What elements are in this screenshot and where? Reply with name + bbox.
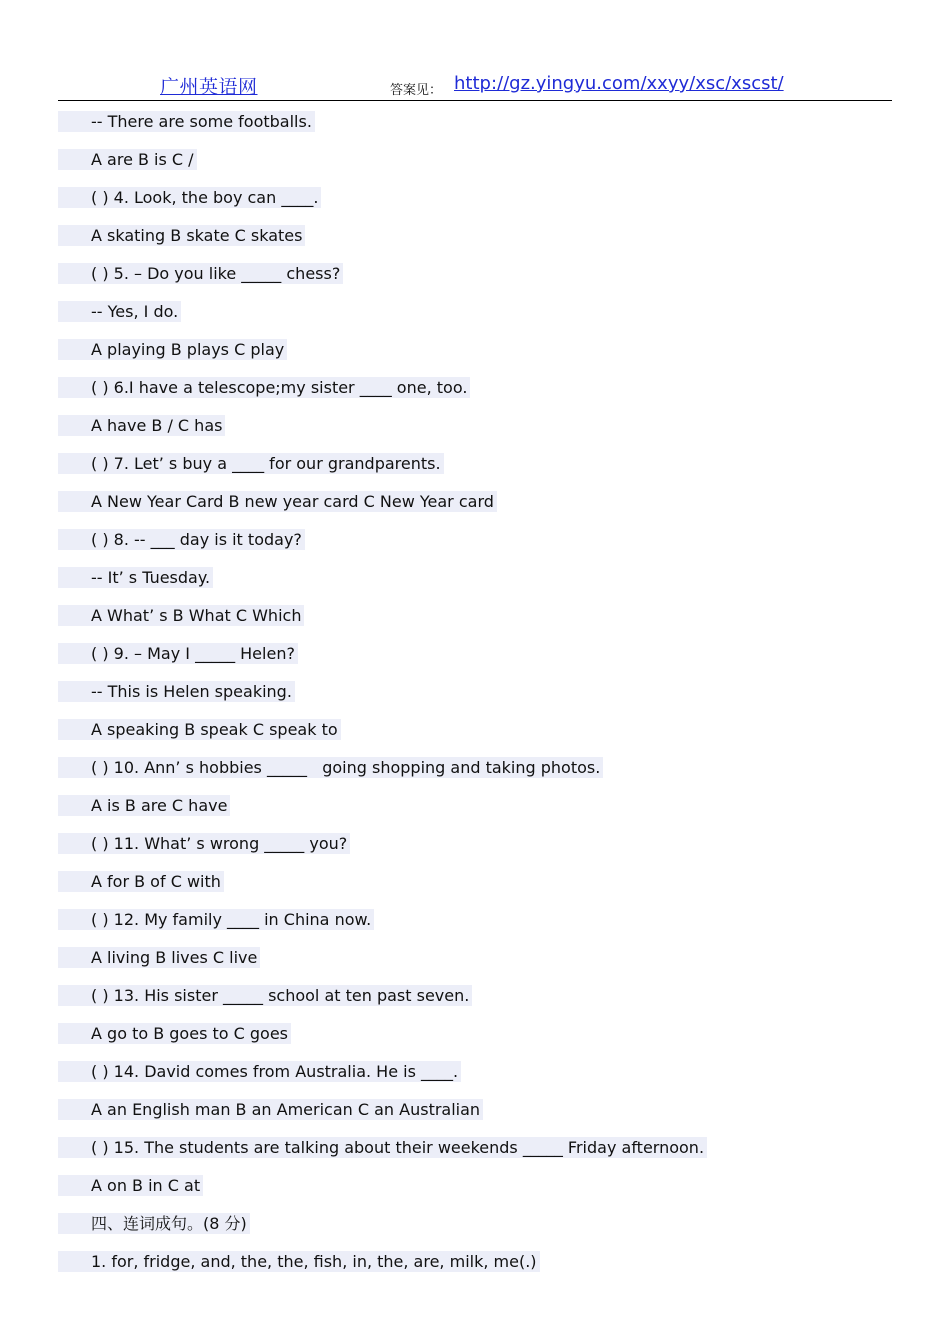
line-text: ( ) 9. – May I _____ Helen?: [91, 644, 295, 663]
line-text: 1. for, fridge, and, the, the, fish, in, the, are, milk, me(.): [91, 1252, 537, 1271]
line-text: A skating B skate C skates: [91, 226, 303, 245]
line-text: A New Year Card B new year card C New Year card: [91, 492, 494, 511]
line-text: ( ) 7. Let’ s buy a ____ for our grandparents.: [91, 454, 441, 473]
line-text: -- There are some footballs.: [91, 112, 312, 131]
line-text: ( ) 14. David comes from Australia. He is ____.: [91, 1062, 459, 1081]
line-text: ( ) 4. Look, the boy can ____.: [91, 188, 319, 207]
line-text: ( ) 13. His sister _____ school at ten past seven.: [91, 986, 470, 1005]
answer-label: 答案见：: [390, 83, 443, 98]
line-text: A an English man B an American C an Australian: [91, 1100, 481, 1119]
answer-url-link[interactable]: http://gz.yingyu.com/xxyy/xsc/xscst/: [454, 73, 784, 94]
line-text: ( ) 15. The students are talking about their weekends _____ Friday afternoon.: [91, 1138, 705, 1157]
site-name-link[interactable]: 广州英语网: [160, 76, 258, 98]
line-text: A playing B plays C play: [91, 340, 285, 359]
line-text: ( ) 5. – Do you like _____ chess?: [91, 264, 341, 283]
line-text: -- This is Helen speaking.: [91, 682, 292, 701]
line-text: A is B are C have: [91, 796, 228, 815]
line-text: A living B lives C live: [91, 948, 258, 967]
line-text: A What’ s B What C Which: [91, 606, 302, 625]
line-text: A are B is C /: [91, 150, 194, 169]
line-text: A speaking B speak C speak to: [91, 720, 338, 739]
line-text: -- Yes, I do.: [91, 302, 179, 321]
line-text: ( ) 8. -- ___ day is it today?: [91, 530, 302, 549]
page-header: [58, 68, 892, 101]
line-text: A on B in C at: [91, 1176, 201, 1195]
line-text: ( ) 10. Ann’ s hobbies _____ going shopping and taking photos.: [91, 758, 601, 777]
line-text: ( ) 12. My family ____ in China now.: [91, 910, 372, 929]
line-text: 四、连词成句。(8 分): [91, 1214, 247, 1233]
line-text: A go to B goes to C goes: [91, 1024, 289, 1043]
line-text: ( ) 6.I have a telescope;my sister ____ one, too.: [91, 378, 468, 397]
line-text: A have B / C has: [91, 416, 223, 435]
line-text: A for B of C with: [91, 872, 221, 891]
line-text: ( ) 11. What’ s wrong _____ you?: [91, 834, 348, 853]
line-text: -- It’ s Tuesday.: [91, 568, 211, 587]
